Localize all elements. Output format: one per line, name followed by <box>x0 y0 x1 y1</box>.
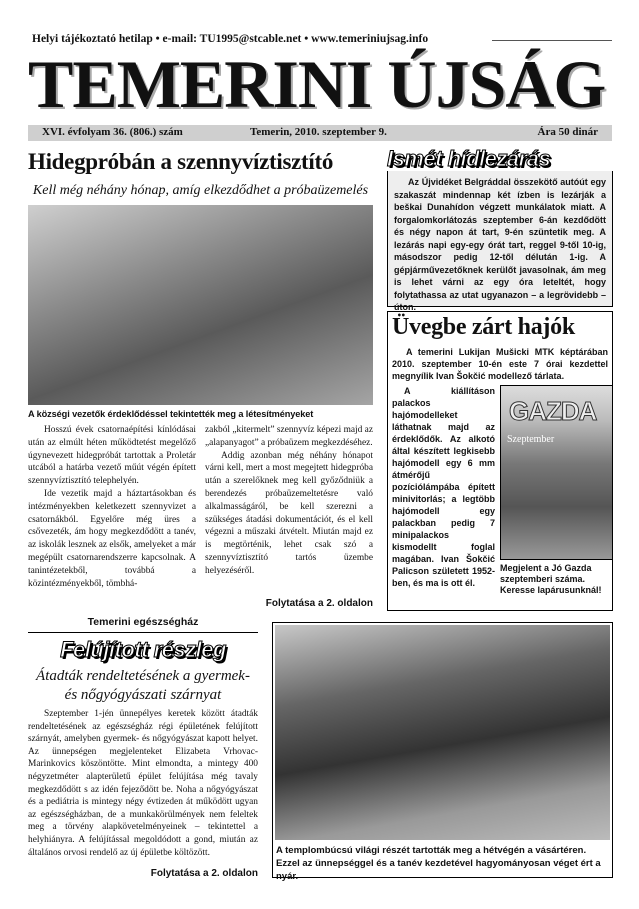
lead-headline: Hidegpróbán a szennyvíztisztító <box>28 149 334 174</box>
fair-photo-caption: A templombúcsú világi részét tartották meg a hétvégén a vásártéren. Ezzel az ünnepséggel és a tanév kezdetével hagyományosan véget ért a nyár. <box>276 845 601 882</box>
lead-photo-caption: A községi vezetők érdeklődéssel tekintették meg a létesítményeket <box>28 409 314 419</box>
lead-continued-link[interactable]: Folytatása a 2. oldalon <box>265 598 373 609</box>
lead-photo <box>28 205 373 405</box>
lead-column-2 <box>205 424 373 578</box>
health-continued-link[interactable]: Folytatása a 2. oldalon <box>150 868 258 879</box>
paragraph: Addig azonban még néhány hónapot várni kell, mert a most megejtett hidegpróba után a szerelőknek meg kell győződniük a berendezés próbaüzemeltetésre való alkalmasságáról, be kell szerezni a szükséges átadási dokumentációt, és el kell végezni a műszaki átvételt. Miután majd ez is megtörténik, lehet csak szó a szennyvíztisztító tartós üzembe helyezéséről. <box>205 450 373 576</box>
issue-number: XVI. évfolyam 36. (806.) szám <box>42 126 183 138</box>
ships-headline: Üvegbe zárt hajók <box>392 314 575 340</box>
magazine-cover-image <box>500 385 613 560</box>
tagline-rule <box>492 40 612 41</box>
lead-subhead: Kell még néhány hónap, amíg elkezdődhet a próbaüzemelés <box>32 183 369 198</box>
paragraph: Hosszú évek csatornaépítési kínlódásai után az elmúlt héten működtetést megelőző úgynevezett hidegpróbát tartottak a Proletár utcából a határba vezető műút végén épített szennyvíztisztító telephelyén. <box>28 425 196 487</box>
health-headline: Felújított részleg <box>60 637 226 662</box>
issue-price: Ára 50 dinár <box>537 126 598 138</box>
paragraph: Ide vezetik majd a háztartásokban és intézményekben keletkezett szennyvizet a csatornákból. Egyelőre még üres a csővezeték, ám hogy megkezdődött a tanév, az iskolák lesznek az elsők, amelyeket a már megépült csatornarendszerre kapcsolnak. A tanintézetekből, továbbá a közintézményekből, tömbhá- <box>28 488 196 589</box>
bridge-box <box>387 171 613 312</box>
divider <box>28 632 258 633</box>
fair-photo <box>275 625 610 840</box>
magazine-month: Szeptember <box>507 434 555 445</box>
magazine-logo: GAZDA <box>509 396 597 426</box>
magazine-caption: Megjelent a Jó Gazda szeptemberi száma. Keresse lapárusunknál! <box>500 563 602 595</box>
lead-column-1 <box>28 424 196 590</box>
bridge-headline: Ismét hídlezárás <box>387 146 551 171</box>
masthead-title: TEMERINI ÚJSÁG <box>28 46 606 122</box>
paragraph: zakból „kitermelt” szennyvíz képezi majd az „alapanyagot” a próbaüzem megkezdéséhez. <box>205 425 373 448</box>
issue-date: Temerin, 2010. szeptember 9. <box>250 126 387 138</box>
health-subhead: Átadták rendeltetésének a gyermek- és nőgyógyászati szárnyat <box>36 668 250 703</box>
bridge-body: Az Újvidéket Belgráddal összekötő autóút egy szakaszát mindennap két ízben is lezárják a beškai Dunahídon végzett munkálatok miatt. A forgalomkorlátozás szeptember 6-án kezdődött és négy napon át tart, 9-én szüntetik meg. A lezárás napi egy-egy órát tart, reggel 9-től 10-ig, másodszor pedig 12-től délután 1-ig. A gépjárművezetőknek kerülőt javasolnak, ám meg is lehet várni az egy óra leteltét, hogy folytathassa az utat ugyanazon – a legrövidebb – úton. <box>394 177 606 312</box>
paragraph: Szeptember 1-jén ünnepélyes keretek között átadták rendeltetésének az egészségház régi épületének felújított szárnyát, amelyben gyermek- és nőgyógyászat kapott helyet. Az ünnepségen megjelenteket Elizabeta Vrhovac-Marinkovics köszöntötte. Mint elmondta, a mintegy 400 négyzetméter alapterületű épület felújítása még tavaly megkezdődött s az idén fejeződött be. Noha a nőgyógyászat és a pediátria is mintegy négy évtizeden át működött ugyan az egészségházban, de a munkakörülmények nem feleltek meg a törvény alapkövetelményeinek – tekintettel a helyhiányra. A felújítással megoldódott a gond, miután az általános orvosi rendelő az új épületbe költözött. <box>28 709 258 858</box>
ships-body: A kiállításon palackos hajómodelleket láthatnak majd az érdeklődők. Az alkotó által készített legkisebb hajómodell egy 6 mm átmérőjű pozíciólámpába épített minivitorlás; a legtöbb hajómodell egy palackban pedig 7 minipalackos kismodellt foglal magában. Ivan Šokčić Palicson született 1952-ben, és ma is ott él. <box>392 386 495 588</box>
issue-bar <box>28 125 612 141</box>
health-kicker: Temerini egészségház <box>87 616 199 628</box>
health-body <box>28 708 258 859</box>
masthead-tagline: Helyi tájékoztató hetilap • e-mail: TU1995@stcable.net • www.temeriniujsag.info <box>32 33 429 45</box>
ships-intro: A temerini Lukijan Mušicki MTK képtárában 2010. szeptember 10-én este 7 órai kezdettel megnyílik Ivan Šokčić modellező tárlata. <box>392 347 608 381</box>
